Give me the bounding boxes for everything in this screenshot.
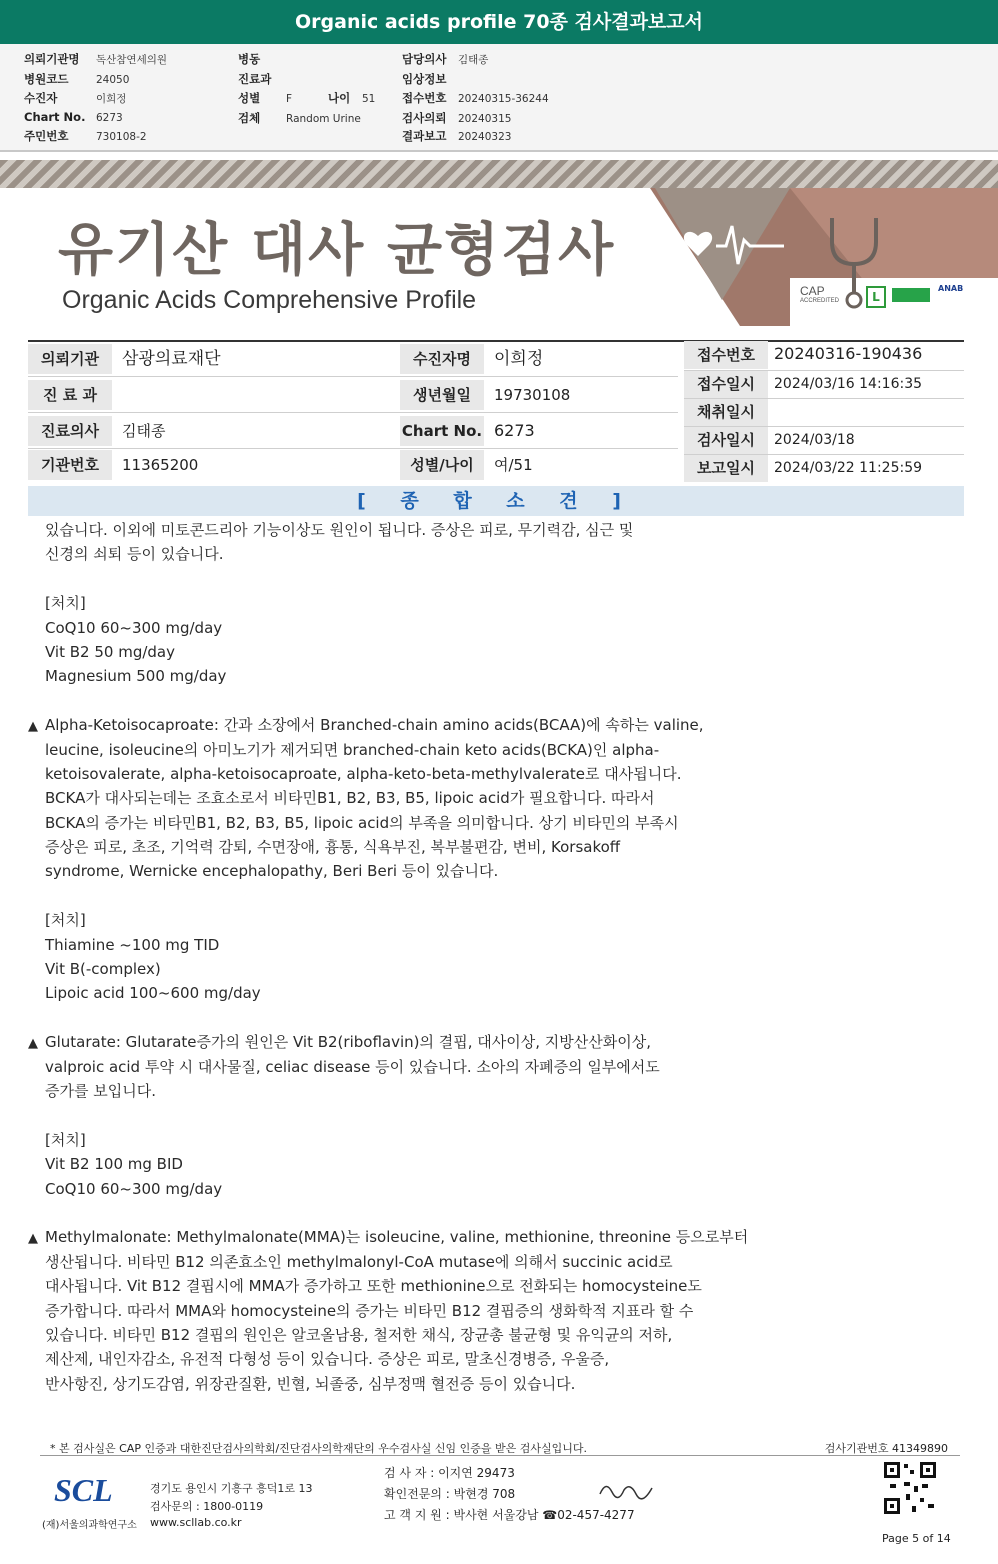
- label-doctor: 진료의사: [28, 416, 112, 446]
- tester-signature-line: 검 사 자 : 이지연 29473: [384, 1466, 515, 1480]
- header-ward: 병동: [238, 52, 261, 66]
- value-institution-no: 11365200: [122, 456, 199, 474]
- text-line: [28, 1103, 788, 1127]
- report-banner: [0, 160, 998, 326]
- text-line: Vit B(-complex): [45, 960, 161, 979]
- text-line: [28, 689, 788, 713]
- patient-info-table: [28, 340, 964, 482]
- value-report-datetime: 2024/03/22 11:25:59: [774, 460, 923, 476]
- label-institution: 의뢰기관: [28, 344, 112, 374]
- text-line: valproic acid 투약 시 대사물질, celiac disease 등이 있습니다. 소아의 자폐증의 일부에서도: [45, 1057, 660, 1076]
- value-chart-no: 6273: [494, 421, 535, 440]
- page-number: Page 5 of 14: [882, 1532, 951, 1545]
- text-line: [28, 1006, 788, 1030]
- triangle-bullet-icon: ▲: [28, 1231, 38, 1247]
- report-footer: [28, 1438, 964, 1558]
- header-institution: 의뢰기관명 독산참연세의원: [24, 52, 168, 66]
- label-collection-datetime: 채취일시: [684, 399, 768, 426]
- qr-code: [882, 1460, 938, 1516]
- cap-logo: CAP ACCREDITED: [800, 284, 840, 304]
- text-line: leucine, isoleucine의 아미노기가 제거되면 branched-chain keto acids(BCKA)인 alpha-: [45, 740, 660, 759]
- header-doctor: 담당의사 김태종: [402, 52, 489, 66]
- bullet-paragraph-line: ▲ Methylmalonate: Methylmalonate(MMA)는 isoleucine, valine, methionine, threonine 등으로부터: [28, 1225, 788, 1249]
- header-hospital-code: 병원코드 24050: [24, 72, 130, 86]
- header-chart-no: Chart No. 6273: [24, 110, 123, 124]
- specialist-signature-line: 확인전문의 : 박현경 708: [384, 1487, 516, 1501]
- text-line: CoQ10 60~300 mg/day: [45, 618, 223, 637]
- text-line: 증가합니다. 따라서 MMA와 homocysteine의 증가는 비타민 B12 결핍증의 생화학적 지표라 할 수: [45, 1301, 694, 1320]
- text-line: ketoisovalerate, alpha-ketoisocaproate, alpha-keto-beta-methylvalerate로 대사됩니다.: [45, 764, 682, 783]
- text-line: 신경의 쇠퇴 등이 있습니다.: [45, 545, 224, 564]
- scl-institute-name: (재)서울의과학연구소: [42, 1520, 137, 1531]
- label-patient: 수진자명: [400, 344, 484, 374]
- label-test-datetime: 검사일시: [684, 427, 768, 454]
- label-institution-no: 기관번호: [28, 450, 112, 480]
- banner-title-korean: 유기산 대사 균형검사: [58, 217, 616, 283]
- header-clinical-info: 임상정보: [402, 72, 447, 86]
- customer-support-line: 고 객 지 원 : 박사현 서울강남 ☎02-457-4277: [384, 1508, 635, 1522]
- lab-website[interactable]: www.scllab.co.kr: [150, 1516, 242, 1529]
- anab-logo: ANAB: [938, 284, 964, 293]
- label-birthdate: 생년월일: [400, 380, 484, 410]
- label-receipt-datetime: 접수일시: [684, 371, 768, 398]
- label-department: 진 료 과: [28, 380, 112, 410]
- header-resident-no: 주민번호 730108-2: [24, 129, 147, 143]
- section-title: [ 종 합 소 견 ]: [28, 486, 964, 516]
- text-line: 증가를 보입니다.: [45, 1081, 156, 1100]
- bullet-paragraph-line: ▲ Alpha-Ketoisocaproate: 간과 소장에서 Branched-chain amino acids(BCAA)에 속하는 valine,: [28, 713, 788, 737]
- text-line: Vit B2 50 mg/day: [45, 642, 175, 661]
- header-sex: 성별 F 나이 51: [238, 91, 376, 105]
- header-patient: 수진자 이희정: [24, 91, 127, 105]
- text-line: [28, 884, 788, 908]
- text-line: 증상은 피로, 초조, 기억력 감퇴, 수면장애, 흉통, 식욕부진, 복부불편감, 변비, Korsakoff: [45, 838, 621, 857]
- header-report-date: 결과보고 20240323: [402, 129, 512, 143]
- value-institution: 삼광의료재단: [122, 349, 221, 369]
- lab-inquiry-phone: 검사문의 : 1800-0119: [150, 1500, 264, 1513]
- text-line: 반사항진, 상기도감염, 위장관질환, 빈혈, 뇌졸중, 심부정맥 혈전증 등이 있습니다.: [45, 1374, 576, 1393]
- header-request-date: 검사의뢰 20240315: [402, 111, 512, 125]
- label-report-datetime: 보고일시: [684, 455, 768, 482]
- heartbeat-icon: [676, 206, 786, 276]
- report-header: [0, 0, 998, 152]
- lmi-logo: L: [866, 286, 886, 308]
- text-line: [처치]: [45, 1130, 86, 1149]
- text-line: 있습니다. 비타민 B12 결핍의 원인은 알코올남용, 철저한 채식, 장균총 불균형 및 유익균의 저하,: [45, 1325, 673, 1344]
- accreditation-note: * 본 검사실은 CAP 인증과 대한진단검사의학회/진단검사의학재단의 우수검사실 신임 인증을 받은 검사실입니다.: [50, 1442, 588, 1455]
- scl-logo: SCL: [54, 1472, 113, 1508]
- text-line: 제산제, 내인자감소, 유전적 다형성 등이 있습니다. 증상은 피로, 말초신경병증, 우울증,: [45, 1350, 610, 1369]
- header-specimen: 검체 Random Urine: [238, 111, 361, 125]
- value-receipt-no: 20240316-190436: [774, 344, 923, 363]
- value-sex-age: 여/51: [494, 456, 533, 474]
- text-line: Magnesium 500 mg/day: [45, 667, 227, 686]
- value-test-datetime: 2024/03/18: [774, 432, 855, 448]
- value-doctor: 김태종: [122, 422, 166, 440]
- text-line: [처치]: [45, 911, 86, 930]
- text-line: Thiamine ~100 mg TID: [45, 935, 220, 954]
- bullet-paragraph-line: ▲ Glutarate: Glutarate증가의 원인은 Vit B2(riboflavin)의 결핍, 대사이상, 지방산산화이상,: [28, 1030, 788, 1054]
- label-receipt-no: 접수번호: [684, 341, 768, 369]
- label-chart-no: Chart No.: [400, 416, 484, 446]
- lab-address: 경기도 용인시 기흥구 흥덕1로 13: [150, 1482, 313, 1495]
- text-line: Vit B2 100 mg BID: [45, 1155, 183, 1174]
- text-line: 대사됩니다. Vit B12 결핍시에 MMA가 증가하고 또한 methionine으로 전화되는 homocysteine도: [45, 1277, 702, 1296]
- header-department: 진료과: [238, 72, 272, 86]
- header-receipt-no: 접수번호 20240315-36244: [402, 91, 549, 105]
- text-line: 생산됩니다. 비타민 B12 의존효소인 methylmalonyl-CoA mutase에 의해서 succinic acid로: [45, 1252, 673, 1271]
- summary-text: [28, 518, 788, 1396]
- text-line: BCKA의 증가는 비타민B1, B2, B3, B5, lipoic acid의 부족을 의미합니다. 상기 비타민의 부족시: [45, 813, 679, 832]
- text-line: [28, 1201, 788, 1225]
- text-line: [처치]: [45, 594, 86, 613]
- value-birthdate: 19730108: [494, 386, 571, 404]
- text-line: Lipoic acid 100~600 mg/day: [45, 984, 261, 1003]
- label-sex-age: 성별/나이: [400, 450, 484, 480]
- text-line: [28, 567, 788, 591]
- text-line: syndrome, Wernicke encephalopathy, Beri Beri 등이 있습니다.: [45, 862, 499, 881]
- text-line: 있습니다. 이외에 미토콘드리아 기능이상도 원인이 됩니다. 증상은 피로, 무기력감, 심근 및: [45, 521, 634, 539]
- report-title: Organic acids profile 70종 검사결과보고서: [0, 0, 998, 44]
- footer-divider: [40, 1455, 960, 1456]
- value-receipt-datetime: 2024/03/16 14:16:35: [774, 376, 923, 392]
- value-patient: 이희정: [494, 349, 544, 369]
- green-cert-logo: [892, 288, 930, 302]
- banner-title-english: Organic Acids Comprehensive Profile: [62, 286, 477, 314]
- lab-code: 검사기관번호 41349890: [824, 1442, 948, 1455]
- text-line: CoQ10 60~300 mg/day: [45, 1179, 223, 1198]
- triangle-bullet-icon: ▲: [28, 719, 38, 735]
- handwritten-signature: [596, 1476, 656, 1506]
- triangle-bullet-icon: ▲: [28, 1036, 38, 1052]
- text-line: BCKA가 대사되는데는 조효소로서 비타민B1, B2, B3, B5, lipoic acid가 필요합니다. 따라서: [45, 789, 655, 808]
